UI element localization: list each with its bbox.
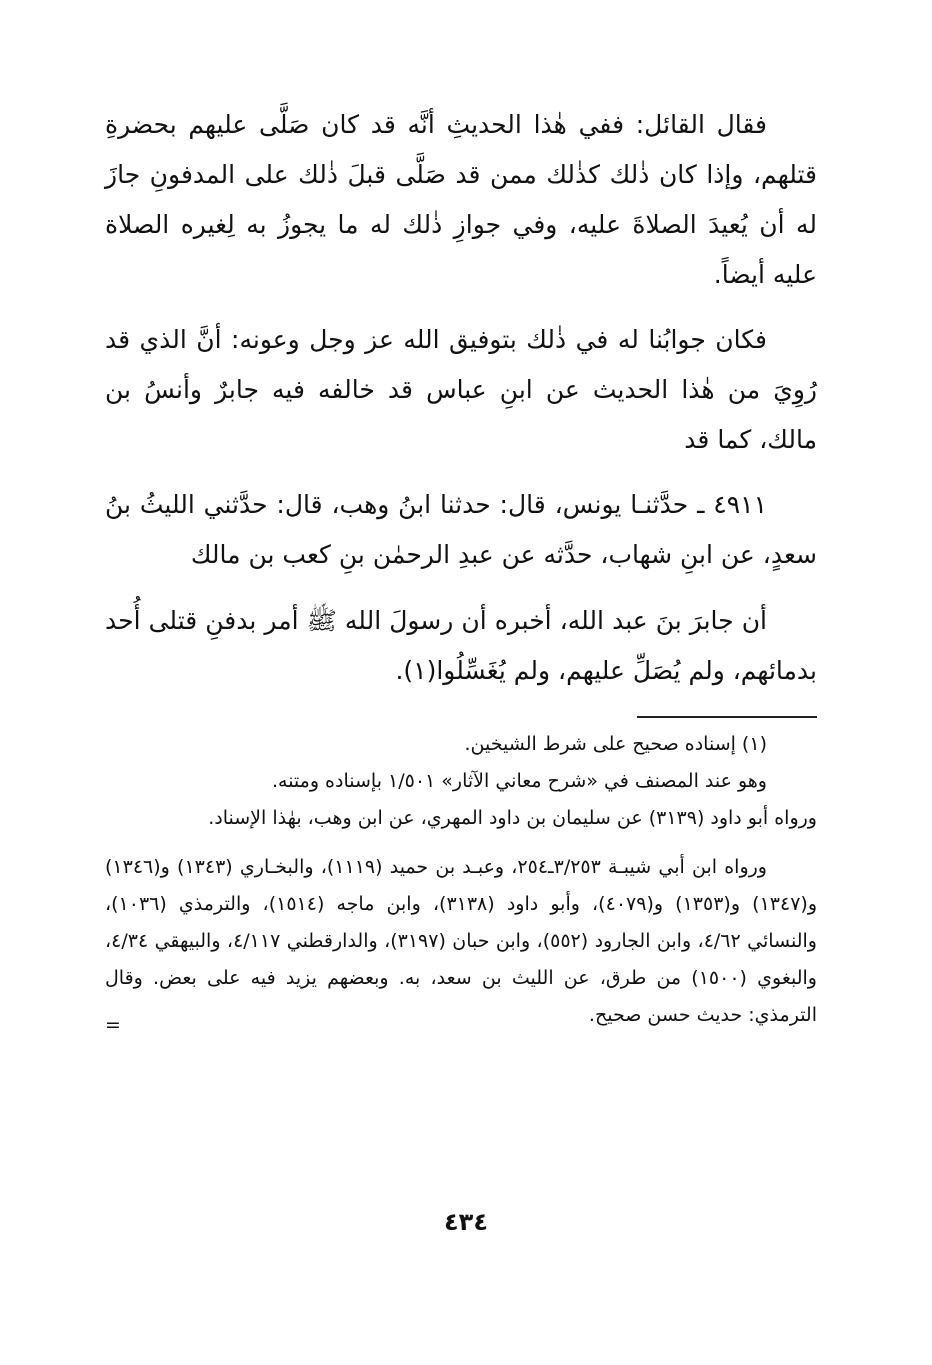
footnote-1: (١) إسناده صحيح على شرط الشيخين. (464, 733, 767, 755)
hadith-chain: ـ حدَّثنـا يونس، قال: حدثنا ابنُ وهب، قال: حدَّثني الليثُ بنُ سعدٍ، عن ابنِ شهاب، حدَّثه عن عبدِ الرحمٰن بنِ كعب بن مالك (105, 490, 817, 569)
footnote-divider (637, 716, 817, 718)
paragraph-1: فقال القائل: ففي هٰذا الحديثِ أنَّه قد كان صَلَّى عليهم بحضرةِ قتلهم، وإذا كان ذٰلك كذٰلك ممن قد صَلَّى قبلَ ذٰلك على المدفونِ جازَ له أن يُعيدَ الصلاةَ عليه، وفي جوازِ ذٰلك له ما يجوزُ به لِغيره الصلاة عليه أيضاً. (105, 110, 817, 289)
paragraph-2: فكان جوابُنا له في ذٰلك بتوفيق الله عز وجل وعونه: أنَّ الذي قد رُوِيَ من هٰذا الحديث عن ابنِ عباس قد خالفه فيه جابرٌ وأنسُ بن مالك، كما قد (105, 325, 817, 454)
footnote-4: ورواه ابن أبي شيبـة ٣/٢٥٣ـ٢٥٤، وعبـد بن حميد (١١١٩)، والبخـاري (١٣٤٣) و(١٣٤٦) و(١٣٤٧) و(١٣٥٣) و(٤٠٧٩)، وأبو داود (٣١٣٨)، وابن ماجه (١٥١٤)، والترمذي (١٠٣٦)، والنسائي ٤/٦٢، وابن الجارود (٥٥٢)، وابن حبان (٣١٩٧)، والدارقطني ٤/١١٧، والبيهقي ٤/٣٤، والبغوي (١٥٠٠) من طرق، عن الليث بن سعد، به. وبعضهم يزيد فيه على بعض. وقال الترمذي: حديث حسن صحيح. (105, 856, 817, 1026)
page-number: ٤٣٤ (444, 1208, 488, 1236)
hadith-number: ٤٩١١ (713, 490, 768, 519)
footnote-2: وهو عند المصنف في «شرح معاني الآثار» ١/٥٠١ بإسناده ومتنه. (271, 770, 767, 792)
continuation-mark: = (105, 1014, 121, 1036)
footnote-4-wrapper (105, 849, 817, 1034)
page-body (105, 100, 817, 1034)
footnote-3: ورواه أبو داود (٣١٣٩) عن سليمان بن داود المهري، عن ابن وهب، بهٰذا الإسناد. (208, 807, 817, 829)
hadith-paragraph (105, 480, 817, 580)
hadith-text: أن جابرَ بنَ عبد الله، أخبره أن رسولَ الله ﷺ أمر بدفنِ قتلى أُحد بدمائهم، ولم يُصَلِّ عليهم، ولم يُغَسِّلُوا(١). (105, 606, 817, 685)
